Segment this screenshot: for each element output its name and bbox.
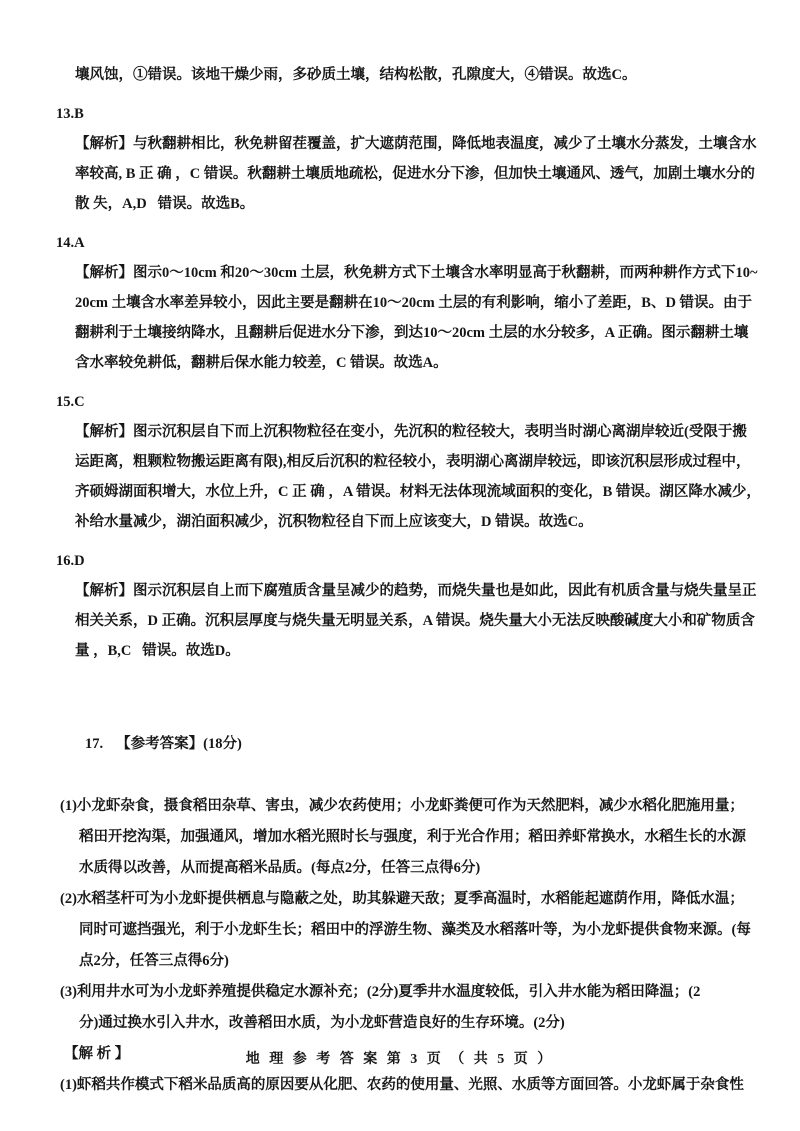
q14-explanation-line: 含水率较免耕低，翻耕后保水能力较差，C 错误。故选A。 bbox=[75, 355, 448, 371]
answer-section-16 bbox=[0, 546, 800, 666]
q14-explanation-line: 20cm 土壤含水率差异较小，因此主要是翻耕在10～20cm 土层的有利影响，缩小了差距，B、D 错误。由于 bbox=[75, 295, 753, 311]
q17-analysis-line: (1)虾稻共作模式下稻米品质高的原因要从化肥、农药的使用量、光照、水质等方面回答。小龙虾属于杂食性 bbox=[60, 1077, 744, 1093]
q15-answer-label: 15.C bbox=[56, 394, 85, 410]
q13-explanation-line: 【解析】与秋翻耕相比，秋免耕留茬覆盖，扩大遮荫范围，降低地表温度，减少了土壤水分蒸发，土壤含水 bbox=[75, 136, 757, 152]
q16-explanation-line: 量 ，B,C 错误。故选D。 bbox=[75, 643, 240, 659]
page-footer: 地 理 参 考 答 案 第 3 页 （ 共 5 页 ） bbox=[245, 1052, 555, 1067]
q15-explanation-line: 运距离，粗颗粒物搬运距离有限),相反后沉积的粒径较小，表明湖心离湖岸较远，即该沉积层形成过程中， bbox=[75, 454, 751, 470]
q17-part1-line: 稻田开挖沟渠，加强通风，增加水稻光照时长与强度，利于光合作用；稻田养虾常换水，水稻生长的水源 bbox=[79, 829, 746, 845]
q12-continuation-line: 壤风蚀，①错误。该地干燥少雨，多砂质土壤，结构松散，孔隙度大，④错误。故选C。 bbox=[75, 67, 637, 83]
q15-explanation-line: 补给水量减少，湖泊面积减少，沉积物粒径自下而上应该变大，D 错误。故选C。 bbox=[75, 514, 593, 530]
q17-header bbox=[0, 698, 800, 791]
q17-reference-answer-label: 【参考答案】(18分) bbox=[116, 736, 242, 752]
q17-part3-line: 分)通过换水引入井水，改善稻田水质，为小龙虾营造良好的生存环境。(2分) bbox=[79, 1015, 565, 1031]
answer-section-15 bbox=[0, 387, 800, 537]
q13-explanation-line: 散 失，A,D 错误。故选B。 bbox=[75, 196, 255, 212]
answer-section-14 bbox=[0, 228, 800, 378]
q17-part1-line: (1)小龙虾杂食，摄食稻田杂草、害虫，减少农药使用；小龙虾粪便可作为天然肥料，减少水稻化肥施用量； bbox=[60, 798, 744, 814]
q13-explanation-line: 率较高, B 正 确 ，C 错误。秋翻耕土壤质地疏松，促进水分下渗，但加快土壤通风、透气，加剧土壤水分的 bbox=[75, 166, 755, 182]
q17-part3-line: (3)利用井水可为小龙虾养殖提供稳定水源补充；(2分)夏季井水温度较低，引入井水能为稻田降温；(2 bbox=[60, 984, 701, 1000]
q16-explanation-line: 相关关系，D 正确。沉积层厚度与烧失量无明显关系，A 错误。烧失量大小无法反映酸碱度大小和矿物质含 bbox=[75, 613, 755, 629]
q17-part1-line: 水质得以改善，从而提高稻米品质。(每点2分，任答三点得6分) bbox=[79, 860, 481, 876]
q14-explanation-line: 翻耕利于土壤接纳降水，且翻耕后促进水分下渗，到达10～20cm 土层的水分较多，A 正确。图示翻耕土壤 bbox=[75, 325, 749, 341]
q15-explanation-line: 【解析】图示沉积层自下而上沉积物粒径在变小，先沉积的粒径较大，表明当时湖心离湖岸较近(受限于搬 bbox=[75, 424, 747, 440]
q16-answer-label: 16.D bbox=[56, 553, 85, 569]
q14-answer-label: 14.A bbox=[56, 235, 85, 251]
q16-explanation-line: 【解析】图示沉积层自上而下腐殖质含量呈减少的趋势，而烧失量也是如此，因此有机质含量与烧失量呈正 bbox=[75, 583, 757, 599]
q15-explanation-line: 齐硕姆湖面积增大，水位上升，C 正 确 ，A 错误。材料无法体现流域面积的变化，B 错误。湖区降水减少， bbox=[75, 484, 761, 500]
answer-section-17 bbox=[0, 698, 800, 1101]
answer-section-13 bbox=[0, 99, 800, 219]
q17-part2-line: 点2分，任答三点得6分) bbox=[79, 953, 229, 969]
q13-answer-label: 13.B bbox=[56, 106, 84, 122]
q14-explanation-line: 【解析】图示0～10cm 和20～30cm 土层，秋免耕方式下土壤含水率明显高于秋翻耕，而两种耕作方式下10~ bbox=[75, 265, 758, 281]
q17-part2-line: (2)水稻茎杆可为小龙虾提供栖息与隐蔽之处，助其躲避天敌；夏季高温时，水稻能起遮荫作用，降低水温； bbox=[60, 891, 744, 907]
q17-part2-line: 同时可遮挡强光，利于小龙虾生长；稻田中的浮游生物、藻类及水稻落叶等，为小龙虾提供食物来源。(每 bbox=[79, 922, 751, 938]
q17-analysis-label: 【解 析 】 bbox=[64, 1046, 130, 1062]
q17-question-number: 17. bbox=[85, 736, 104, 752]
